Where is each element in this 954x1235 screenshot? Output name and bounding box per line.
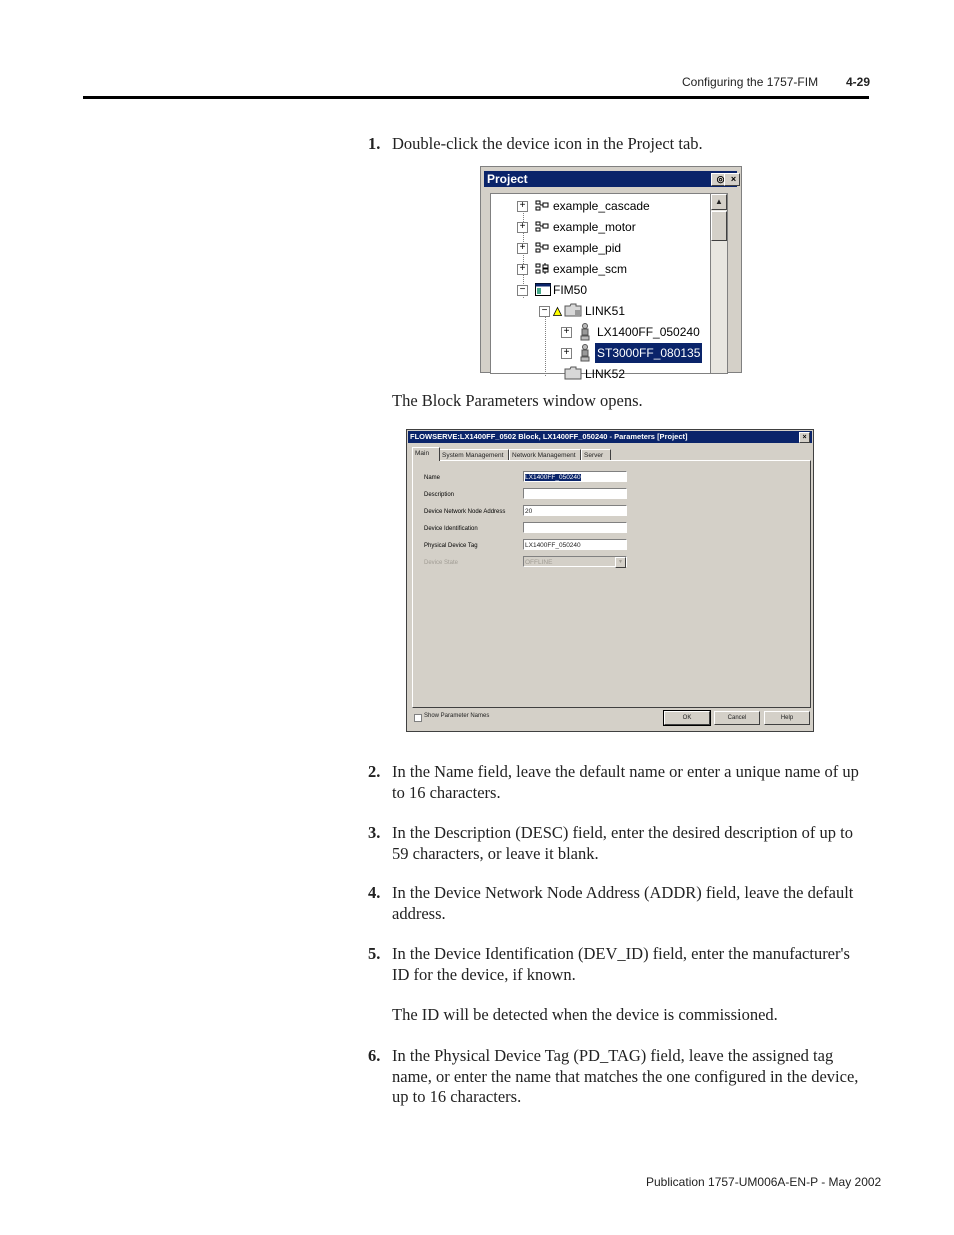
- expand-icon[interactable]: +: [561, 327, 572, 338]
- control-module-icon: [535, 200, 549, 211]
- publication-footer: Publication 1757-UM006A-EN-P - May 2002: [646, 1175, 882, 1189]
- step-text: In the Device Identification (DEV_ID) field, enter the manufacturer's ID for the device, if known.: [392, 944, 850, 984]
- close-icon[interactable]: ×: [724, 173, 740, 186]
- page-number: 4-29: [846, 75, 871, 89]
- step-number: 3.: [368, 823, 381, 842]
- project-window: [480, 166, 742, 381]
- collapse-icon[interactable]: −: [539, 306, 550, 317]
- step-number: 6.: [368, 1046, 381, 1065]
- step-number: 5.: [368, 944, 381, 963]
- show-parameter-names-checkbox[interactable]: [414, 714, 422, 722]
- device-identification-field[interactable]: [523, 522, 627, 533]
- expand-icon[interactable]: +: [517, 201, 528, 212]
- step-number: 2.: [368, 762, 381, 781]
- block-parameters-title: [408, 431, 812, 443]
- chevron-down-icon: ▼: [615, 557, 626, 568]
- help-button[interactable]: Help: [764, 711, 810, 725]
- step-number: 1.: [368, 134, 381, 153]
- scroll-up-arrow-icon[interactable]: ▲: [711, 194, 727, 210]
- cancel-button[interactable]: Cancel: [714, 711, 760, 725]
- step-text: In the Name field, leave the default name or enter a unique name of up to 16 characters.: [392, 762, 859, 802]
- device-identification-label: Device Identification: [424, 526, 478, 532]
- physical-device-tag-label: Physical Device Tag: [424, 543, 478, 549]
- device-icon: [579, 344, 591, 362]
- physical-device-tag-field[interactable]: LX1400FF_050240: [523, 539, 627, 550]
- tree-item-label: FIM50: [553, 283, 588, 297]
- note-id-detected: The ID will be detected when the device is commissioned.: [392, 1005, 778, 1024]
- tree-item-label-selected: ST3000FF_080135: [595, 343, 702, 363]
- expand-icon[interactable]: +: [517, 264, 528, 275]
- device-state-label: Device State: [424, 560, 459, 566]
- warning-icon: [553, 307, 562, 316]
- step-number: 4.: [368, 883, 381, 902]
- close-icon[interactable]: ×: [799, 432, 810, 443]
- main-tab-panel: [412, 460, 811, 708]
- name-field[interactable]: [523, 471, 627, 482]
- expand-icon[interactable]: +: [517, 243, 528, 254]
- tree-item-label: example_motor: [553, 220, 636, 234]
- show-parameter-names-label: Show Parameter Names: [424, 713, 490, 719]
- header-rule: [83, 96, 869, 99]
- project-title-bar: [484, 171, 737, 187]
- step-text: In the Device Network Node Address (ADDR) field, leave the default address.: [392, 883, 854, 923]
- tree-item-label: LINK51: [585, 304, 626, 318]
- section-title: Configuring the 1757-FIM: [682, 75, 819, 89]
- project-scrollbar[interactable]: [710, 193, 728, 374]
- link-folder-icon: [564, 303, 582, 317]
- tree-guide-line: [545, 316, 546, 376]
- step-text: In the Physical Device Tag (PD_TAG) field, leave the assigned tag name, or enter the name that matches the one configured in the device, up to 16 characters.: [392, 1046, 859, 1106]
- node-address-field[interactable]: 20: [523, 505, 627, 516]
- step-text: Double-click the device icon in the Project tab.: [392, 134, 703, 153]
- device-icon: [579, 323, 591, 341]
- tab-network-management[interactable]: Network Management: [509, 449, 581, 461]
- description-label: Description: [424, 492, 455, 498]
- tree-item-label: LX1400FF_050240: [597, 325, 700, 339]
- device-state-select: [523, 556, 627, 567]
- sequential-module-icon: [535, 263, 549, 274]
- name-value: LX1400FF_050240: [525, 474, 581, 481]
- note-block-params-opens: The Block Parameters window opens.: [392, 391, 643, 410]
- tree-item-label: example_pid: [553, 241, 622, 255]
- tree-item-label: example_cascade: [553, 199, 650, 213]
- link-folder-icon: [564, 366, 582, 380]
- block-parameters-window: [406, 429, 814, 732]
- collapse-icon[interactable]: −: [517, 285, 528, 296]
- control-module-icon: [535, 242, 549, 253]
- fim-window-icon: [535, 283, 551, 296]
- step-text: In the Description (DESC) field, enter the desired description of up to 59 characters, or leave it blank.: [392, 823, 853, 863]
- node-address-label: Device Network Node Address: [424, 509, 506, 515]
- tab-main[interactable]: Main: [412, 447, 440, 461]
- control-module-icon: [535, 221, 549, 232]
- tab-server[interactable]: Server: [581, 449, 611, 461]
- tree-item-label: example_scm: [553, 262, 628, 276]
- expand-icon[interactable]: +: [561, 348, 572, 359]
- block-parameters-title-text: FLOWSERVE:LX1400FF_0502 Block, LX1400FF_050240 - Parameters [Project]: [410, 432, 688, 441]
- pin-icon[interactable]: ◎: [711, 173, 727, 186]
- project-title: Project: [487, 172, 528, 186]
- tab-system-management[interactable]: System Management: [439, 449, 509, 461]
- expand-icon[interactable]: +: [517, 222, 528, 233]
- ok-button[interactable]: OK: [664, 711, 710, 725]
- scroll-thumb[interactable]: [711, 211, 727, 241]
- device-state-value: OFFLINE: [525, 559, 553, 566]
- tree-item-label: LINK52: [585, 367, 626, 381]
- project-tree: [490, 193, 712, 381]
- description-field[interactable]: [523, 488, 627, 499]
- name-label: Name: [424, 475, 441, 481]
